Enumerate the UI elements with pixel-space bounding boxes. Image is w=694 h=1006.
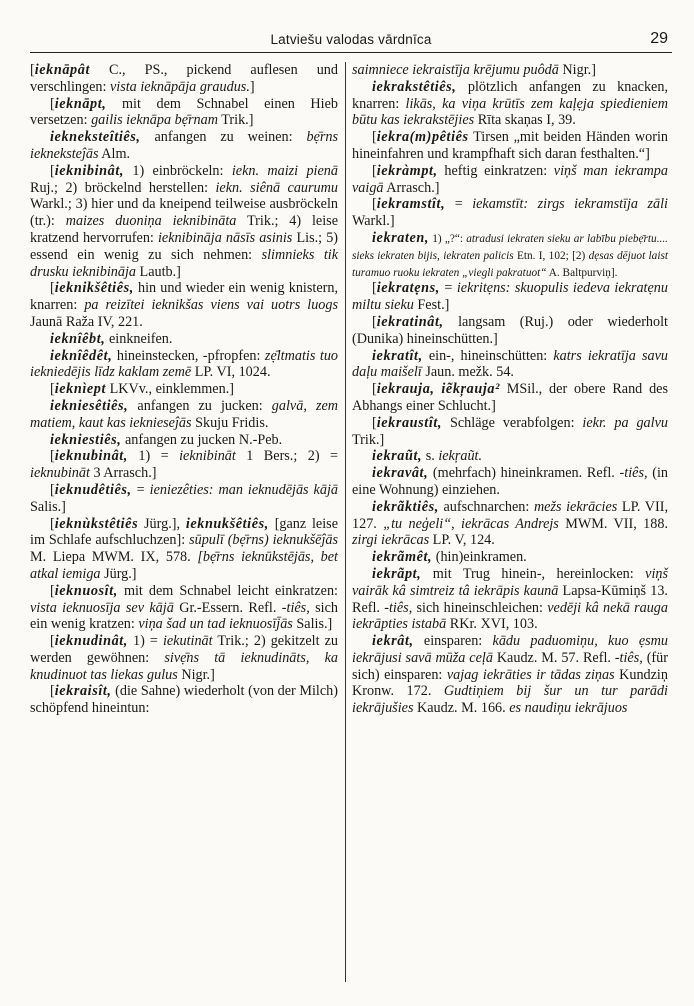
entry-text: 3 Arrasch.] (89, 465, 157, 482)
entry-text: C., PS., pickend auflesen und verschlingen: (30, 62, 338, 95)
headword: iekniestiês, (50, 431, 122, 448)
entry-text: aufschnarchen: (438, 498, 534, 515)
entry-text: sūpulī (bẹ̄rns) ieknukšēĵās (189, 532, 338, 549)
entry-text: MSil., der obere Rand des Abhangs einer Schlucht.] (352, 381, 669, 414)
entry-text: pa reizītei ieknikšas viens vai uotrs luogs (84, 297, 338, 314)
entry-text: Tirsen „mit beiden Händen worin hineinfahren und krampfhaft sich daran festhalten.“] (352, 129, 668, 162)
headword: iekrãmêt, (372, 549, 433, 566)
entry-text: vajag iekrāties ir tādas ziņas (446, 666, 615, 683)
entry-text: [ (372, 414, 377, 431)
dictionary-entry (30, 583, 338, 633)
dictionary-entry (352, 499, 668, 549)
entry-text: iekutināt (162, 633, 213, 650)
entry-text: Schläge verabfolgen: (442, 414, 583, 431)
entry-text: Jürg.], (138, 515, 186, 532)
headword: ieknukšêtiês, (185, 515, 269, 532)
entry-text: ieknubināt (30, 465, 90, 482)
entry-text: ieknibināt (179, 448, 236, 465)
entry-text: sich ein wenig kratzen: (30, 599, 339, 633)
entry-text: (für sich) einsparen: (352, 649, 668, 683)
entry-text: MWM. VII, 188. (558, 515, 668, 532)
dictionary-entry (30, 633, 338, 683)
entry-text: RKr. XVI, 103. (446, 616, 538, 633)
entry-text: dẹsas dējuot laist turamuo ruoku iekraten „viegli pakratuot“ (352, 249, 668, 279)
entry-text: plötzlich anfangen zu knacken, knarren: (352, 78, 668, 112)
entry-text: Salis.] (30, 498, 66, 515)
headword: iekratît, (372, 347, 423, 364)
headword: iekràmpt, (376, 162, 438, 179)
entry-text: Trik.] (352, 431, 385, 448)
entry-text: sich hineinschleichen: (412, 599, 548, 616)
entry-text: kādu paduomiņu, kuo ẹsmu iekrājusi savā mūža ceļā (352, 633, 668, 666)
entry-text: maizes duoniņa ieknibināta (65, 213, 237, 230)
entry-text: [ (372, 381, 377, 398)
entry-text: Kaudz. M. 57. Refl. (492, 649, 615, 666)
dictionary-entry (352, 196, 668, 230)
entry-text: katrs iekratīja savu daļu maišelī (352, 347, 669, 381)
entry-text: sivẹ̄ns tā ieknudināts, ka knudinuot tas liekas gulus (30, 649, 338, 683)
dictionary-entry (352, 163, 668, 197)
entry-text: likās, ka viņa krūtīs zem kaļẹja spiedieniem būtu kas iekrakstējies (352, 95, 668, 129)
entry-text: = (439, 280, 457, 297)
entry-text: [ganz leise im Schlafe aufschluchzen]: (30, 515, 338, 549)
entry-text: Trik.] (217, 112, 254, 129)
dictionary-entry (352, 448, 668, 465)
entry-text: Trik.; 4) leise kratzend hervorrufen: (30, 213, 338, 246)
entry-text: M. Liepa MWM. IX, 578. (30, 549, 198, 566)
left-column (30, 62, 338, 717)
entry-text: -tiês, (614, 649, 643, 666)
headword: ieknibinât, (54, 162, 125, 179)
entry-text: [ (50, 515, 55, 532)
entry-text: hin und wieder ein wenig knistern, knarren: (30, 280, 338, 314)
entry-text: 1) = (127, 633, 163, 650)
dictionary-entry (30, 482, 338, 516)
headword: ieknîêdêt, (50, 347, 113, 364)
entry-text: bẹ̄rns iekneksteĵās (30, 129, 338, 162)
entry-text: vista ieknāpāja graudus. (109, 78, 250, 95)
entry-text: = (131, 481, 150, 498)
entry-text: [ (50, 162, 55, 179)
dictionary-entry (352, 549, 668, 566)
dictionary-entry (30, 129, 338, 163)
dictionary-entry (352, 314, 668, 348)
entry-text: Warkl.; 3) hier und da kneipend teilweise ausbröckeln (tr.): (30, 196, 338, 230)
entry-text: Ruj.; 2) bröckelnd herstellen: (30, 179, 216, 196)
dictionary-entry (30, 398, 338, 432)
entry-text: Lautb.] (136, 263, 181, 280)
headword: ieknuosît, (54, 582, 118, 599)
headword: iekravât, (372, 465, 429, 482)
entry-text: (die Sahne) wiederholt (von der Milch) schöpfend hineintun: (30, 683, 338, 717)
entry-text: saimniece iekraistīja krējumu puôdā (352, 62, 559, 78)
headword: ieknubinât, (54, 448, 128, 465)
entry-text: viņš vairāk kâ simtreiz tâ iekrāpis kaunā (352, 565, 668, 599)
entry-text: -tiês, (619, 465, 648, 482)
headword: ieknîêbt, (50, 330, 106, 347)
entry-text: viņš man iekrampa vaigā (352, 162, 668, 196)
entry-text: Jaun. mežk. 54. (421, 364, 514, 381)
entry-text: galvā, zem matiem, kaut kas ieknieseĵās (30, 397, 339, 431)
entry-text: anfangen zu weinen: (140, 129, 307, 146)
headword: iekrât, (372, 633, 414, 650)
entry-text: iekn. siênā caurumu (215, 179, 338, 196)
entry-text: s. (422, 448, 439, 465)
entry-text: Kaudz. M. 166. (413, 700, 510, 717)
entry-text: mežs iekrācies (533, 498, 618, 515)
entry-text: (mehrfach) hineinkramen. Refl. (428, 465, 620, 482)
headword: iekrauja, (376, 381, 435, 398)
entry-text: iekŗaũt. (438, 448, 483, 465)
entry-text: slimnieks tik drusku ieknibināja (30, 246, 338, 280)
headword: iekrãktiês, (372, 498, 439, 515)
entry-text: ieniezêties: man ieknudējās kājā (149, 481, 338, 498)
entry-text: Gr.-Essern. Refl. (173, 599, 282, 616)
column-divider (345, 62, 346, 982)
headword: ieknikšêtiês, (54, 280, 134, 297)
headword: iekratinât, (376, 313, 444, 330)
dictionary-entry (30, 348, 338, 382)
entry-text: Lapsa-Kūmiņš 13. Refl. (352, 582, 668, 616)
dictionary-entry (352, 348, 668, 382)
headword: iekraustît, (376, 414, 443, 431)
entry-text: 1 Bers.; 2) = (235, 448, 338, 465)
entry-text: [ (50, 280, 55, 297)
dictionary-entry (352, 415, 668, 449)
entry-text: Rīta skaņas I, 39. (474, 112, 576, 129)
entry-text: Lis.; 5) essend ein wenig zu sich nehmen: (30, 229, 339, 263)
entry-text: Nigr.] (558, 62, 596, 78)
headword: ieknudinât, (54, 633, 128, 650)
entry-text: zẹ̄ltmatis tuo iekniedējis līdz kaklam zemē (30, 347, 339, 381)
dictionary-entry (352, 381, 668, 415)
entry-text: -tiês, (384, 599, 413, 616)
entry-text: 1) einbröckeln: (124, 162, 232, 179)
entry-text: [ (50, 381, 55, 398)
entry-text: 1) = (127, 448, 180, 465)
entry-text: (in eine Wohnung) einziehen. (352, 465, 668, 498)
entry-text: iekamstīt: zirgs iekramstīja zāli (472, 196, 668, 213)
entry-text: anfangen zu jucken: (128, 397, 272, 414)
headword: ieknāpt, (54, 95, 107, 112)
entry-text: Salis.] (292, 616, 333, 633)
headword: iekraisît, (54, 683, 112, 700)
entry-text: [ (372, 162, 377, 179)
dictionary-entry (352, 633, 668, 717)
entry-text: LP. VII, 127. (352, 498, 669, 532)
entry-text: LKVv., einklemmen.] (106, 381, 234, 398)
entry-text: „tu neģeli“, iekrācas Andrejs (383, 515, 559, 532)
headword: ieknìept (54, 381, 107, 398)
entry-text: iekr. pa galvu (582, 414, 668, 431)
entry-text: [ (50, 633, 55, 650)
entry-text: einkneifen. (105, 330, 173, 347)
headword: iekramstît, (376, 196, 446, 213)
headword: iekraũt, (372, 448, 423, 465)
entry-text: [ (50, 448, 55, 465)
headword: iekrãpt, (372, 565, 422, 582)
entry-text: [ (372, 196, 377, 213)
headword: iekratẹns, (376, 280, 440, 297)
entry-text: einsparen: (413, 633, 493, 650)
entry-text: = (445, 196, 473, 213)
entry-text: viņa šad un tad ieknuosīj̄ās (138, 616, 293, 633)
entry-text: hineinstecken, -pfropfen: (112, 347, 265, 364)
entry-text: mit dem Schnabel einen Hieb versetzen: (30, 95, 338, 129)
entry-text: mit dem Schnabel leicht einkratzen: (117, 582, 338, 599)
entry-text: Nigr.] (177, 666, 215, 683)
entry-text: heftig einkratzen: (437, 162, 554, 179)
dictionary-entry (352, 79, 668, 129)
dictionary-entry (352, 465, 668, 499)
dictionary-entry (30, 280, 338, 330)
dictionary-entry (30, 432, 338, 449)
headword: iekraten, (372, 229, 430, 246)
dictionary-entry (30, 448, 338, 482)
entry-text: Jaunā Raža IV, 221. (30, 313, 143, 330)
entry-text: zirgi iekrācas (352, 532, 430, 549)
entry-text: Warkl.] (352, 213, 395, 230)
entry-text: [ (50, 582, 55, 599)
entry-text: Gudtiņiem bij šur un tur parādi iekrājušies (352, 683, 668, 717)
entry-text: es naudiņu iekrājuos (509, 700, 628, 717)
entry-text: 1) „?“: (429, 232, 467, 245)
entry-text: Etn. I, 102; [2) (513, 249, 589, 262)
entry-text: vista ieknuosīja sev kājā (30, 599, 174, 616)
dictionary-entry (30, 683, 338, 717)
entry-text: iekn. maizi pienā (231, 162, 338, 179)
dictionary-entry (352, 62, 668, 79)
entry-text: [ (372, 280, 377, 297)
entry-text: ieknibināja nāsīs asinis (157, 229, 293, 246)
headword: iekrakstêtiês, (372, 78, 457, 95)
entry-text: ] (249, 78, 255, 95)
headword: iekra(m)pêtiês (376, 129, 469, 146)
entry-text: Trik.; 2) gekitzelt zu werden gewöhnen: (30, 633, 338, 666)
headword: iekneksteîtiês, (50, 129, 141, 146)
entry-text: vedēji kâ nekā rauga iekrāpties istabā (352, 599, 668, 633)
dictionary-entry (30, 331, 338, 348)
entry-text: Skuju Fridis. (191, 414, 269, 431)
headword: ieknùkstêtiês (54, 515, 139, 532)
dictionary-entry (30, 62, 338, 96)
entry-text: Alm. (98, 145, 131, 162)
entry-text: (hin)einkramen. (432, 549, 527, 566)
dictionary-entry (352, 230, 668, 280)
entry-text: gailis ieknāpa bẹ̄rnam (91, 112, 218, 129)
running-header (30, 30, 672, 53)
headword: iẽkŗauja² (441, 381, 500, 398)
dictionary-entry (30, 381, 338, 398)
entry-text: langsam (Ruj.) oder wiederholt (Dunika) hineinschütten.] (352, 313, 668, 347)
entry-text: anfangen zu jucken N.-Peb. (121, 431, 283, 448)
headword: iekniesêtiês, (50, 397, 129, 414)
entry-text: LP. VI, 1024. (191, 364, 271, 381)
dictionary-entry (352, 280, 668, 314)
entry-text: atradusi iekraten sieku ar labību piebẹ̄rtu.... sieks iekraten bijis, iekraten palicis (352, 232, 668, 262)
dictionary-entry (30, 163, 338, 281)
dictionary-entry (30, 96, 338, 130)
entry-text: [ (50, 95, 55, 112)
entry-text: -tiês, (281, 599, 310, 616)
entry-text: [ (50, 683, 55, 700)
entry-text: [ (372, 313, 377, 330)
entry-text: Jürg.] (100, 565, 137, 582)
headword: ieknudêtiês, (54, 481, 132, 498)
dictionary-entry (30, 516, 338, 583)
entry-text: LP. V, 124. (429, 532, 495, 549)
entry-text: [ (372, 129, 377, 146)
running-title: Latviešu valodas vārdnīca (270, 32, 432, 47)
entry-text: iekritẹns: skuopulis iedeva iekratẹnu miltu sieku (352, 280, 668, 314)
dictionary-entry (352, 566, 668, 633)
right-column (352, 62, 668, 717)
dictionary-entry (352, 129, 668, 163)
entry-text: mit Trug hinein-, hereinlocken: (421, 565, 646, 582)
headword: ieknāpât (34, 62, 90, 78)
entry-text: ein-, hineinschütten: (422, 347, 554, 364)
entry-text: [ (50, 481, 55, 498)
entry-text: A. Baltpurviņ]. (546, 266, 618, 279)
entry-text: Arrasch.] (383, 179, 440, 196)
entry-text: [ (30, 62, 35, 78)
page-number: 29 (650, 30, 668, 47)
entry-text: Fest.] (413, 297, 450, 314)
entry-text: [bẹ̄rns ieknūkstējās, bet atkal iemiga (30, 549, 338, 582)
entry-text: Kundziņ Kronw. 172. (352, 666, 668, 700)
